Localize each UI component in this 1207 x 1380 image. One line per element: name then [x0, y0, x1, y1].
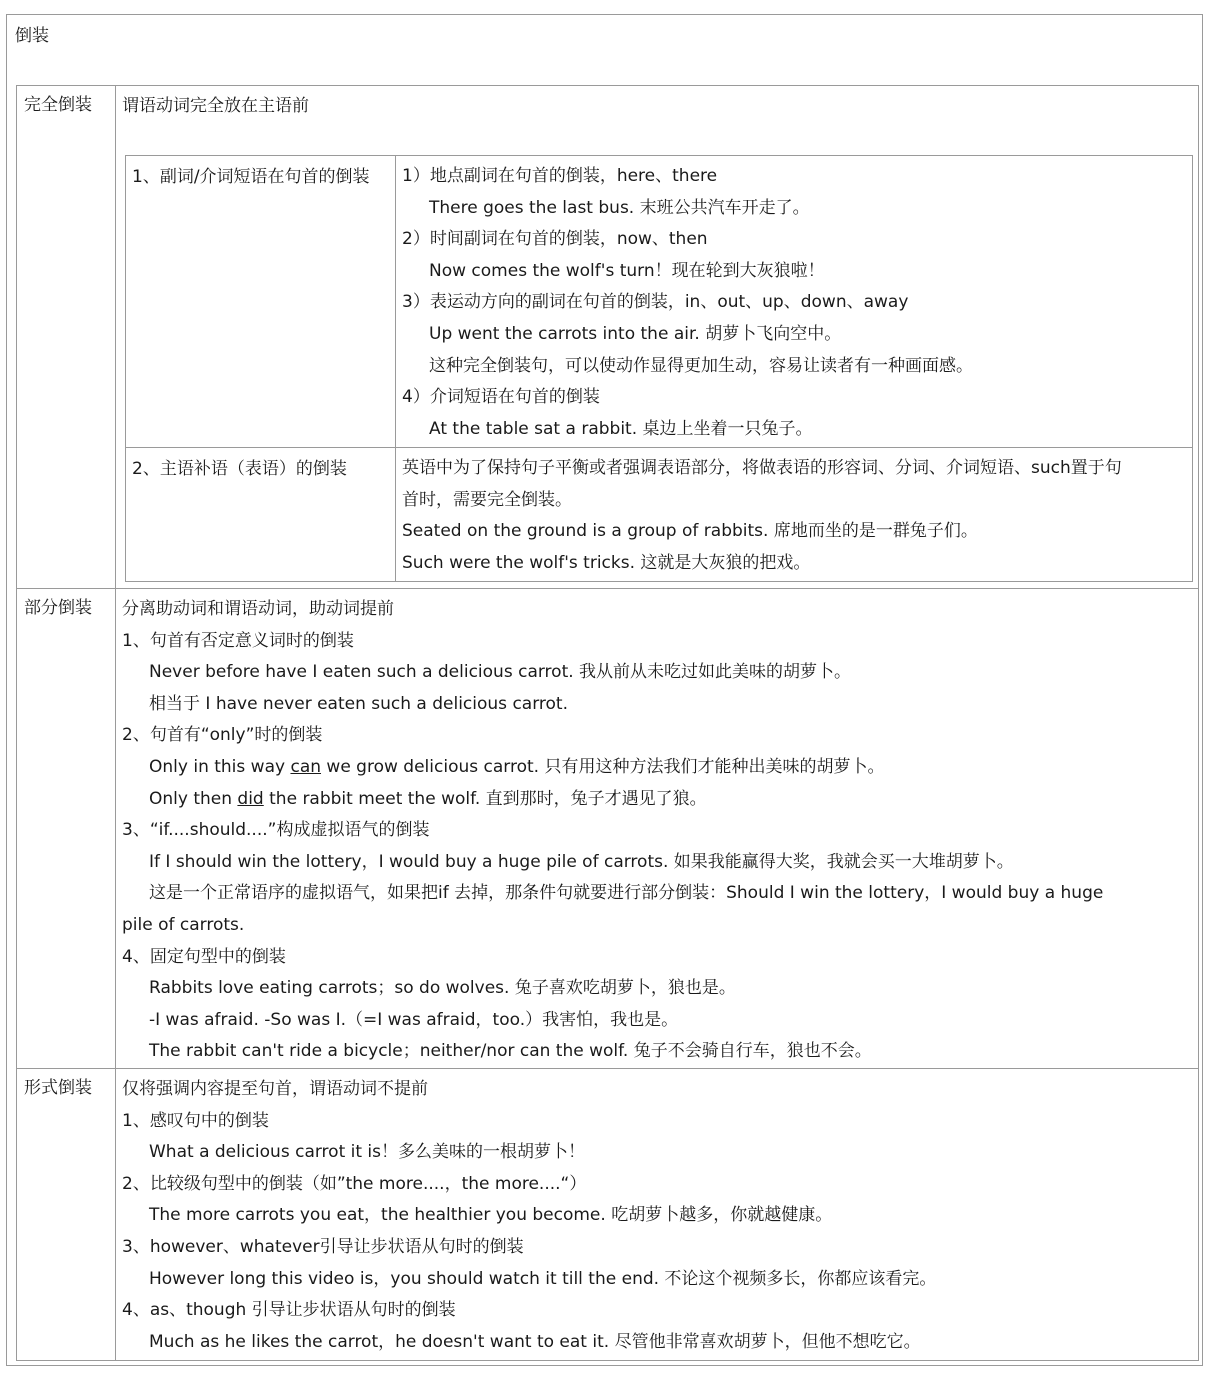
example-line: Seated on the ground is a group of rabbits. 席地而坐的是一群兔子们。: [402, 521, 978, 542]
section-label: 部分倒装: [17, 589, 116, 1068]
page-title: 倒装: [15, 26, 49, 46]
section-partial-inversion: [17, 589, 1198, 1069]
example-line: Rabbits love eating carrots；so do wolves. 兔子喜欢吃胡萝卜，狼也是。: [149, 978, 736, 999]
section-full-inversion: [17, 86, 1198, 589]
note-line: 这种完全倒装句，可以使动作显得更加生动，容易让读者有一种画面感。: [429, 355, 973, 376]
document-page: [6, 14, 1203, 1366]
example-line: Only then did the rabbit meet the wolf. 直到那时，兔子才遇见了狼。: [149, 788, 707, 809]
example-line: There goes the last bus. 末班公共汽车开走了。: [429, 197, 810, 218]
example-line: The rabbit can't ride a bicycle；neither/nor can the wolf. 兔子不会骑自行车，狼也不会。: [149, 1041, 872, 1062]
example-line: However long this video is，you should watch it till the end. 不论这个视频多长，你都应该看完。: [149, 1268, 937, 1289]
text-line: 2、比较级句型中的倒装（如”the more....，the more....“）: [122, 1173, 587, 1194]
sub-row-predicative: [126, 448, 1192, 581]
section-intro: 仅将强调内容提至句首，谓语动词不提前: [122, 1079, 428, 1099]
text-line: 1）地点副词在句首的倒装，here、there: [402, 166, 718, 186]
text-line: 2）时间副词在句首的倒装，now、then: [402, 229, 708, 250]
example-line: Only in this way can we grow delicious carrot. 只有用这种方法我们才能种出美味的胡萝卜。: [149, 756, 885, 777]
section-intro: 谓语动词完全放在主语前: [122, 96, 309, 116]
section-formal-inversion: [17, 1069, 1198, 1360]
text-line: 1、句首有否定意义词时的倒装: [122, 630, 354, 651]
text-line: 3、however、whatever引导让步状语从句时的倒装: [122, 1236, 524, 1257]
note-line: 这是一个正常语序的虚拟语气，如果把if 去掉，那条件句就要进行部分倒装：Should I win the lottery，I would buy a huge: [149, 883, 1104, 904]
text-line: 2、句首有“only”时的倒装: [122, 725, 323, 746]
example-line: The more carrots you eat，the healthier you become. 吃胡萝卜越多，你就越健康。: [149, 1205, 833, 1226]
underlined-word: can: [290, 756, 322, 777]
text-line: 首时，需要完全倒装。: [402, 489, 572, 510]
example-line: What a delicious carrot it is！多么美味的一根胡萝卜！: [149, 1142, 586, 1163]
text-line: 4）介词短语在句首的倒装: [402, 387, 600, 408]
example-line: If I should win the lottery，I would buy a huge pile of carrots. 如果我能赢得大奖，我就会买一大堆胡萝卜。: [149, 851, 1014, 872]
section-label: 完全倒装: [17, 86, 116, 588]
example-line: 相当于 I have never eaten such a delicious carrot.: [149, 693, 568, 714]
text-line: 3）表运动方向的副词在句首的倒装，in、out、up、down、away: [402, 292, 909, 313]
example-line: Now comes the wolf's turn！现在轮到大灰狼啦！: [429, 260, 825, 281]
section-label: 形式倒装: [17, 1069, 116, 1360]
text-line: 4、固定句型中的倒装: [122, 946, 286, 967]
text-line: 1、感叹句中的倒装: [122, 1110, 269, 1131]
example-line: -I was afraid. -So was I.（=I was afraid，too.）我害怕，我也是。: [149, 1009, 679, 1030]
example-line: Such were the wolf's tricks. 这就是大灰狼的把戏。: [402, 552, 811, 573]
example-line: Never before have I eaten such a delicious carrot. 我从前从未吃过如此美味的胡萝卜。: [149, 662, 852, 683]
sub-row-adverb: [126, 156, 1192, 448]
text-line: 英语中为了保持句子平衡或者强调表语部分，将做表语的形容词、分词、介词短语、such置于句: [402, 458, 1122, 478]
sub-label: 1、副词/介词短语在句首的倒装: [126, 156, 396, 447]
example-line: Much as he likes the carrot，he doesn't want to eat it. 尽管他非常喜欢胡萝卜，但他不想吃它。: [149, 1331, 921, 1352]
sub-table: [125, 155, 1193, 582]
sub-label: 2、主语补语（表语）的倒装: [126, 448, 396, 581]
section-intro: 分离助动词和谓语动词，助动词提前: [122, 599, 394, 619]
underlined-word: did: [237, 788, 264, 809]
text-line: 3、“if....should....”构成虚拟语气的倒装: [122, 820, 430, 841]
example-line: At the table sat a rabbit. 桌边上坐着一只兔子。: [429, 418, 813, 439]
note-line-continued: pile of carrots.: [122, 914, 245, 935]
example-line: Up went the carrots into the air. 胡萝卜飞向空中。: [429, 323, 842, 344]
inversion-table: [16, 85, 1199, 1361]
text-line: 4、as、though 引导让步状语从句时的倒装: [122, 1300, 456, 1321]
